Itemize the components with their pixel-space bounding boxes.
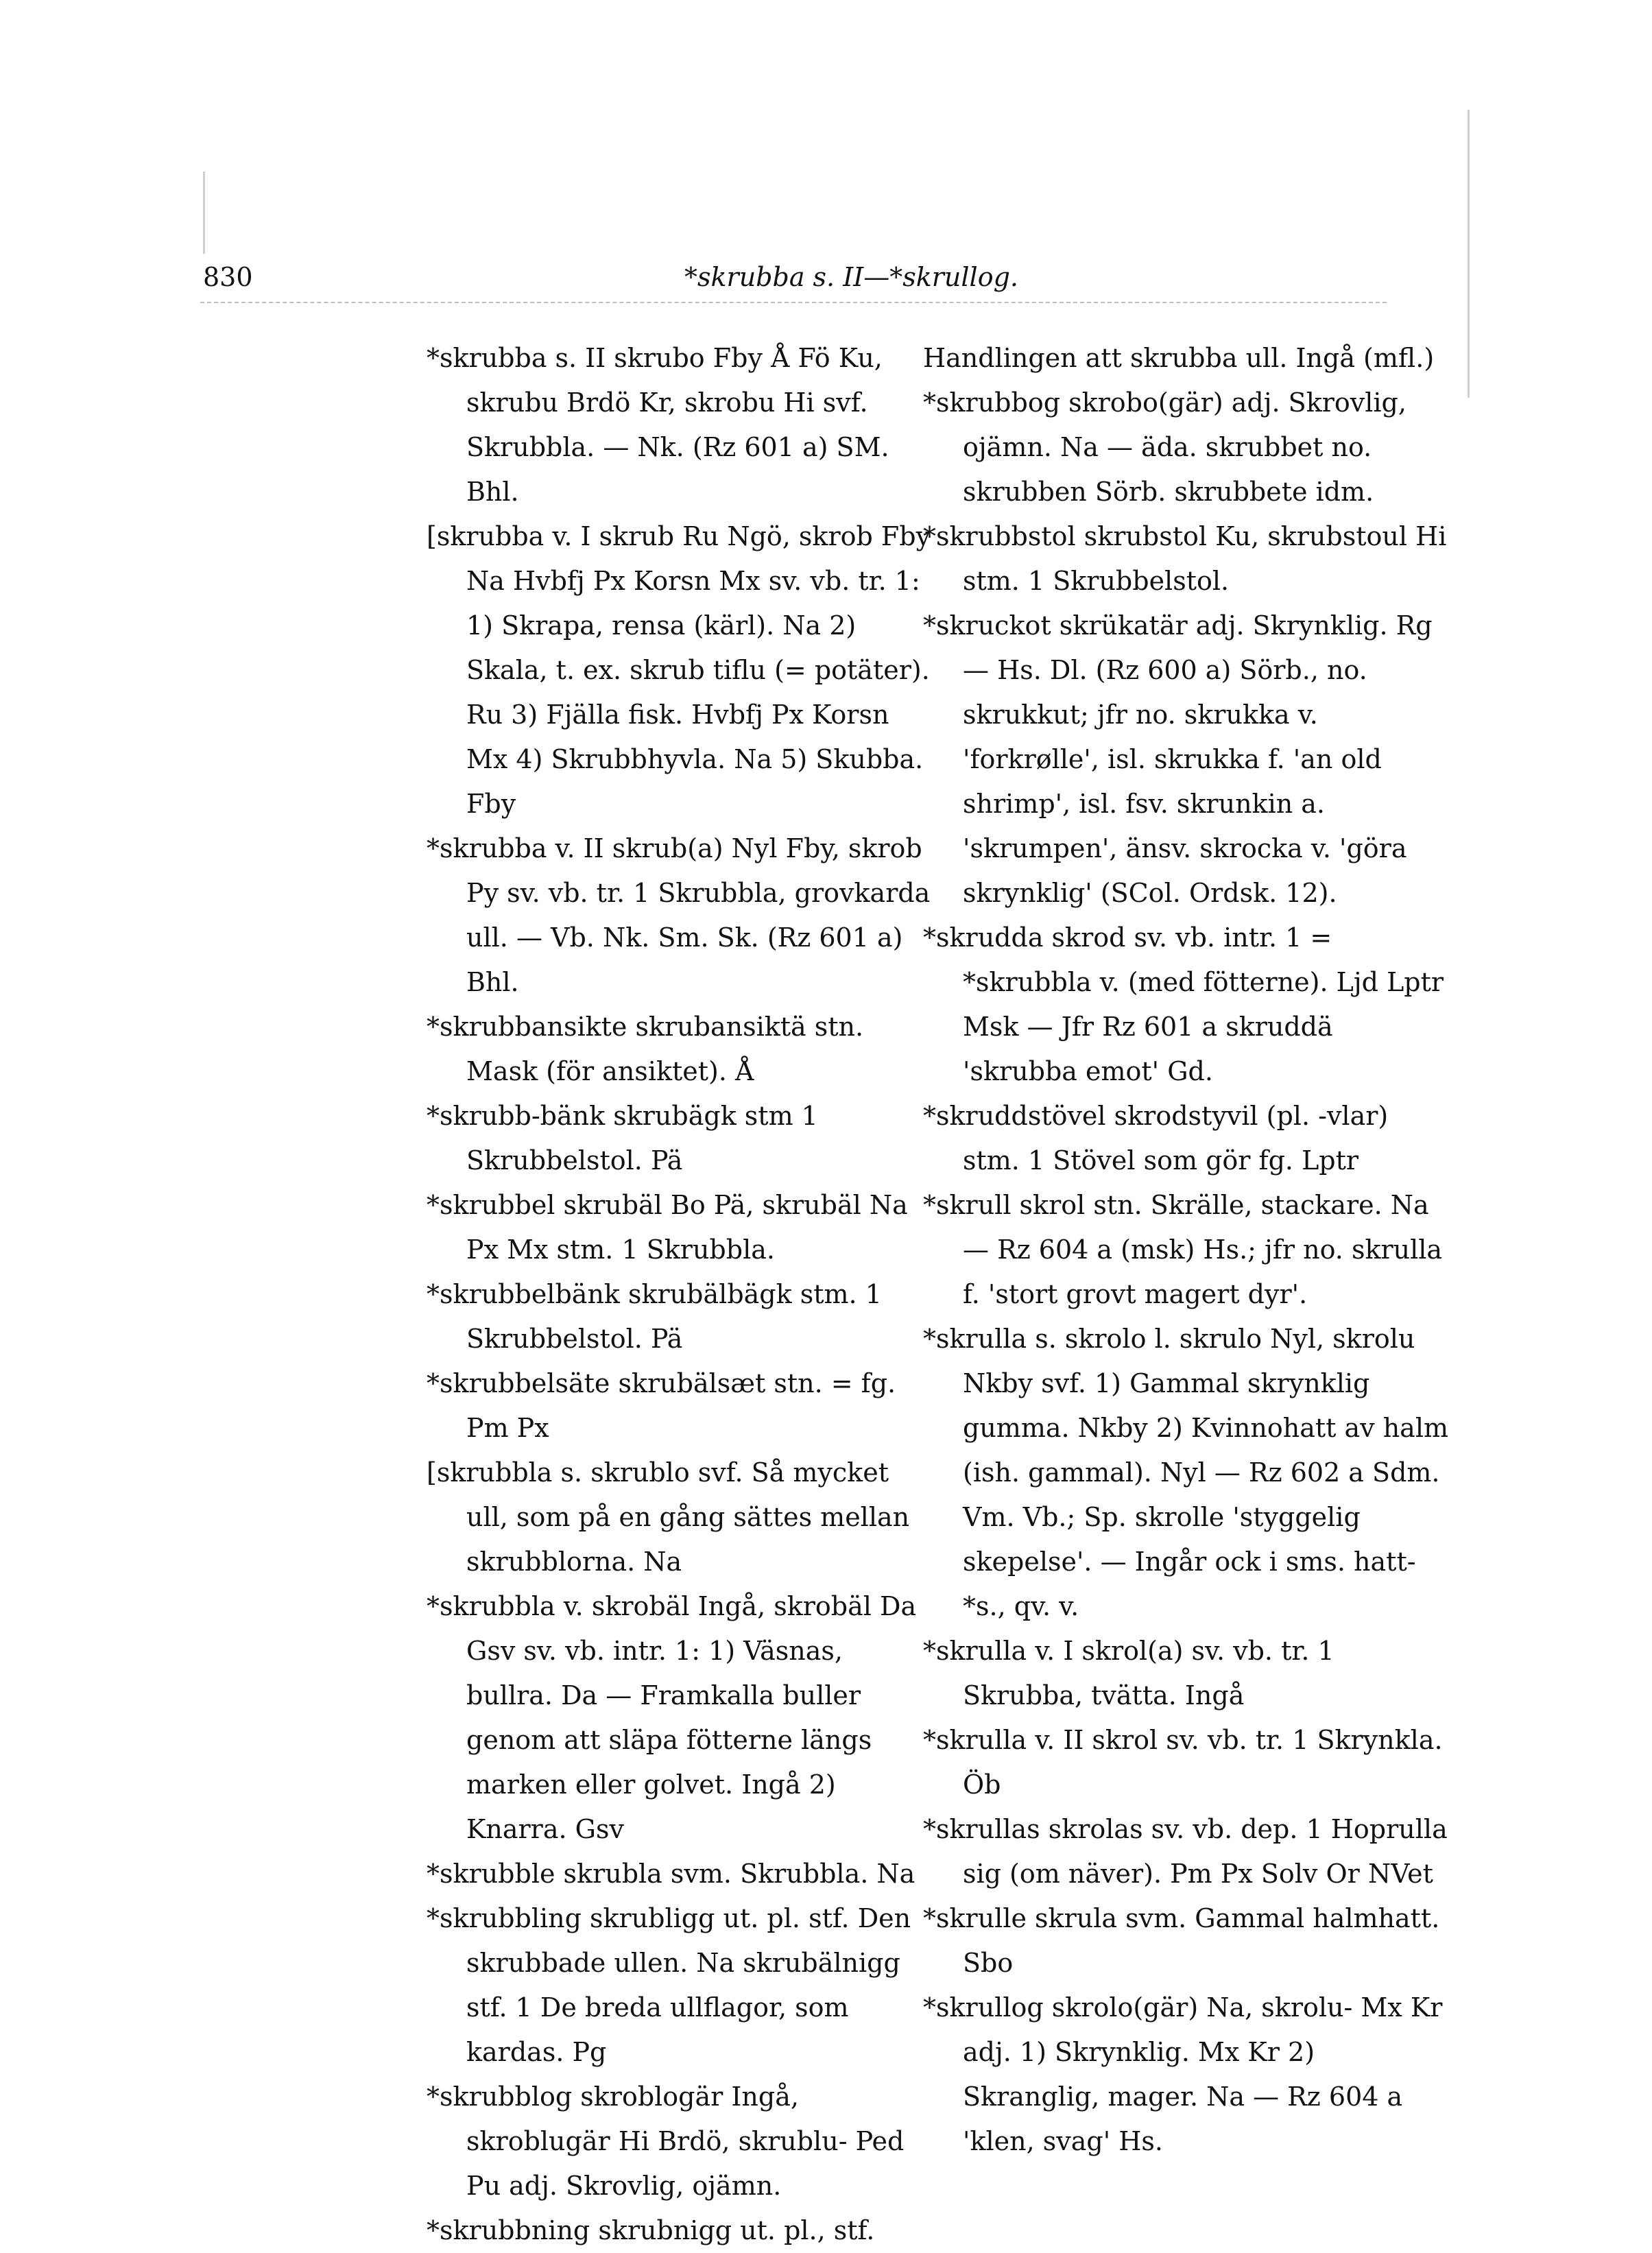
dictionary-entry: *skrubbelsäte skrubälsæt stn. = fg. Pm Px <box>427 1368 896 1443</box>
dictionary-entry: *skrubb-bänk skrubägk stm 1 Skrubbelstol. Pä <box>427 1101 818 1176</box>
header-rule <box>200 302 1387 303</box>
dictionary-entry: *skrubbel skrubäl Bo Pä, skrubäl Na Px Mx stm. 1 Skrubbla. <box>427 1190 908 1265</box>
dictionary-entry: *skrubble skrubla svm. Skrubbla. Na <box>427 1859 915 1889</box>
dictionary-entry: *skrubbansikte skrubansiktä stn. Mask (för ansiktet). Å <box>427 1012 864 1086</box>
dictionary-entry: *skrulle skrula svm. Gammal halmhatt. Sbo <box>923 1903 1440 1978</box>
left-column <box>427 336 934 2253</box>
running-head: *skrubba s. II—*skrullog. <box>684 262 1018 292</box>
dictionary-entry: *skrubbning skrubnigg ut. pl., stf. <box>427 2215 875 2245</box>
dictionary-entry: *skrubblog skroblogär Ingå, skroblugär Hi Brdö, skrublu- Ped Pu adj. Skrovlig, ojämn. <box>427 2082 905 2201</box>
dictionary-entry: *skrubbog skrobo(gär) adj. Skrovlig, ojämn. Na — äda. skrubbet no. skrubben Sörb. skrubbete idm. <box>923 388 1406 507</box>
dictionary-entry: *skrullas skrolas sv. vb. dep. 1 Hoprulla sig (om näver). Pm Px Solv Or NVet <box>923 1814 1448 1889</box>
dictionary-entry: *skrulla s. skrolo l. skrulo Nyl, skrolu Nkby svf. 1) Gammal skrynklig gumma. Nkby 2) Kvinnohatt av halm (ish. gammal). Nyl — Rz 602 a Sdm. Vm. Vb.; Sp. skrolle 'styggelig skepelse'. — Ingår ock i sms. hatt-*s., qv. v. <box>923 1324 1449 1621</box>
dictionary-entry: *skrubbla v. skrobäl Ingå, skrobäl Da Gsv sv. vb. intr. 1: 1) Väsnas, bullra. Da — Framkalla buller genom att släpa fötterne längs marken eller golvet. Ingå 2) Knarra. Gsv <box>427 1591 917 1844</box>
dictionary-entry: [skrubbla s. skrublo svf. Så mycket ull, som på en gång sättes mellan skrubblorna. Na <box>427 1457 910 1577</box>
dictionary-entry: *skrubba v. II skrub(a) Nyl Fby, skrob Py sv. vb. tr. 1 Skrubbla, grovkarda ull. — Vb. Nk. Sm. Sk. (Rz 601 a) Bhl. <box>427 833 931 997</box>
dictionary-entry: *skrubba s. II skrubo Fby Å Fö Ku, skrubu Brdö Kr, skrobu Hi svf. Skrubbla. — Nk. (Rz 601 a) SM. Bhl. <box>427 343 889 507</box>
dictionary-entry: *skrubbling skrubligg ut. pl. stf. Den skrubbade ullen. Na skrubälnigg stf. 1 De breda ullflagor, som kardas. Pg <box>427 1903 911 2067</box>
scan-mark-right <box>1468 110 1470 398</box>
dictionary-entry: *skruckot skrükatär adj. Skrynklig. Rg — Hs. Dl. (Rz 600 a) Sörb., no. skrukkut; jfr no. skrukka v. 'forkrølle', isl. skrukka f. 'an old shrimp', isl. fsv. skrunkin a. 'skrumpen', änsv. skrocka v. 'göra skrynklig' (SCol. Ordsk. 12). <box>923 610 1433 908</box>
dictionary-entry: Handlingen att skrubba ull. Ingå (mfl.) <box>923 343 1435 373</box>
dictionary-entry: *skrubbstol skrubstol Ku, skrubstoul Hi stm. 1 Skrubbelstol. <box>923 521 1447 596</box>
dictionary-entry: *skrudda skrod sv. vb. intr. 1 = *skrubbla v. (med fötterne). Ljd Lptr Msk — Jfr Rz 601 a skruddä 'skrubba emot' Gd. <box>923 922 1444 1086</box>
dictionary-entry: *skrulla v. II skrol sv. vb. tr. 1 Skrynkla. Öb <box>923 1725 1443 1800</box>
dictionary-entry: *skruddstövel skrodstyvil (pl. -vlar) stm. 1 Stövel som gör fg. Lptr <box>923 1101 1389 1176</box>
dictionary-entry: *skrullog skrolo(gär) Na, skrolu- Mx Kr adj. 1) Skrynklig. Mx Kr 2) Skranglig, mager. Na — Rz 604 a 'klen, svag' Hs. <box>923 1992 1443 2156</box>
page-number: 830 <box>203 262 253 292</box>
right-column <box>923 336 1451 2164</box>
dictionary-entry: *skrubbelbänk skrubälbägk stm. 1 Skrubbelstol. Pä <box>427 1279 882 1354</box>
dictionary-entry: [skrubba v. I skrub Ru Ngö, skrob Fby Na Hvbfj Px Korsn Mx sv. vb. tr. 1: 1) Skrapa, rensa (kärl). Na 2) Skala, t. ex. skrub tiflu (= potäter). Ru 3) Fjälla fisk. Hvbfj Px Korsn Mx 4) Skrubbhyvla. Na 5) Skubba. Fby <box>427 521 931 819</box>
dictionary-entry: *skrulla v. I skrol(a) sv. vb. tr. 1 Skrubba, tvätta. Ingå <box>923 1636 1334 1710</box>
dictionary-entry: *skrull skrol stn. Skrälle, stackare. Na — Rz 604 a (msk) Hs.; jfr no. skrulla f. 'stort grovt magert dyr'. <box>923 1190 1443 1309</box>
scan-mark-left <box>203 171 205 254</box>
